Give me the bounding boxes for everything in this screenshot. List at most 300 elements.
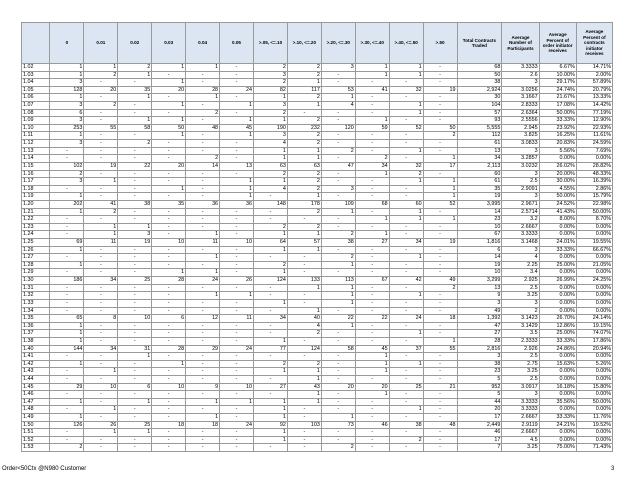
table-cell: 1 <box>287 398 321 406</box>
table-cell: 10 <box>220 383 254 391</box>
table-cell: 1 <box>220 178 254 186</box>
table-cell: - <box>423 429 457 437</box>
table-cell: - <box>220 261 254 269</box>
table-cell: - <box>389 375 423 383</box>
table-cell: 10 <box>118 315 152 323</box>
table-cell: 2 <box>186 155 220 163</box>
table-cell: 1 <box>84 223 118 231</box>
table-cell: - <box>118 330 152 338</box>
table-cell: 1 <box>253 246 287 254</box>
table-cell: 3 <box>321 185 355 193</box>
table-cell: - <box>84 337 118 345</box>
table-cell: - <box>84 391 118 399</box>
table-row <box>22 391 613 399</box>
table-row <box>22 246 613 254</box>
table-cell: - <box>321 391 355 399</box>
table-cell: 19 <box>457 261 502 269</box>
table-cell: 1 <box>287 193 321 201</box>
table-cell: - <box>389 322 423 330</box>
table-cell: 22 <box>321 315 355 323</box>
table-cell: 0.00% <box>576 231 612 239</box>
table-cell: 65 <box>50 315 84 323</box>
table-cell: 68 <box>355 200 389 208</box>
table-cell: 33.33% <box>539 414 576 422</box>
table-cell: 1 <box>355 71 389 79</box>
table-cell: - <box>287 406 321 414</box>
table-cell: 3 <box>50 102 84 110</box>
table-cell: - <box>355 436 389 444</box>
table-cell: 18 <box>152 421 186 429</box>
table-cell: 1 <box>50 322 84 330</box>
table-cell: - <box>84 284 118 292</box>
table-cell: 1 <box>287 375 321 383</box>
table-cell: - <box>355 140 389 148</box>
table-cell: 24 <box>220 86 254 94</box>
table-cell: 1 <box>84 231 118 239</box>
table-cell: 10 <box>84 383 118 391</box>
table-cell: 34 <box>389 239 423 247</box>
table-cell: 24.52% <box>539 200 576 208</box>
table-cell: 1,816 <box>457 239 502 247</box>
table-cell: 2 <box>186 109 220 117</box>
table-row <box>22 64 613 72</box>
table-cell: - <box>152 147 186 155</box>
table-cell: - <box>186 79 220 87</box>
table-cell: 50.00% <box>539 193 576 201</box>
table-cell: 58 <box>118 124 152 132</box>
table-cell: 35.56% <box>539 398 576 406</box>
table-cell: 2 <box>423 132 457 140</box>
table-cell: 4 <box>321 102 355 110</box>
table-cell: 2 <box>321 444 355 452</box>
table-cell: - <box>118 391 152 399</box>
table-cell: 1 <box>220 398 254 406</box>
table-cell: 34 <box>84 277 118 285</box>
table-cell: 69 <box>50 239 84 247</box>
table-cell: - <box>152 109 186 117</box>
table-cell: - <box>84 132 118 140</box>
table-cell: - <box>253 391 287 399</box>
table-cell: 1 <box>186 269 220 277</box>
table-cell: - <box>355 322 389 330</box>
table-cell: - <box>423 406 457 414</box>
table-cell: 1 <box>253 178 287 186</box>
table-row <box>22 299 613 307</box>
table-cell: - <box>321 79 355 87</box>
table-cell: - <box>321 307 355 315</box>
table-cell: - <box>321 375 355 383</box>
table-cell: 74.07% <box>576 330 612 338</box>
table-cell: 10 <box>457 269 502 277</box>
table-cell: 77.19% <box>576 109 612 117</box>
table-cell: 26.70% <box>539 315 576 323</box>
table-cell: - <box>389 94 423 102</box>
table-cell: 0.00% <box>539 406 576 414</box>
table-row <box>22 71 613 79</box>
table-cell: 9 <box>457 292 502 300</box>
table-cell: 1 <box>50 246 84 254</box>
table-cell: 30.00% <box>539 178 576 186</box>
table-cell: 1 <box>152 185 186 193</box>
table-cell: 13 <box>457 147 502 155</box>
table-cell: - <box>287 436 321 444</box>
table-cell: - <box>220 284 254 292</box>
table-cell: - <box>321 246 355 254</box>
table-cell: - <box>220 406 254 414</box>
table-cell: 24 <box>186 277 220 285</box>
table-cell: - <box>253 444 287 452</box>
table-cell: 48 <box>423 421 457 429</box>
table-cell: 13 <box>220 162 254 170</box>
table-cell: 28.82% <box>576 162 612 170</box>
table-cell: 3.3333 <box>502 398 539 406</box>
column-header: >.50 <box>423 23 457 64</box>
table-cell: 1 <box>423 185 457 193</box>
table-cell: 17 <box>423 162 457 170</box>
table-cell: - <box>118 436 152 444</box>
table-cell: 41 <box>355 86 389 94</box>
table-cell: 952 <box>457 383 502 391</box>
table-cell: 1 <box>253 94 287 102</box>
table-cell: - <box>253 330 287 338</box>
table-cell: - <box>118 170 152 178</box>
table-cell: 3 <box>502 246 539 254</box>
column-header: >.05, <=.10 <box>253 23 287 64</box>
table-cell: - <box>287 254 321 262</box>
row-label-cell: 1.02 <box>22 64 50 72</box>
table-row <box>22 406 613 414</box>
row-label-cell: 1.04 <box>22 79 50 87</box>
table-cell: - <box>423 71 457 79</box>
table-header-row <box>22 23 613 64</box>
table-cell: 1 <box>321 292 355 300</box>
table-cell: - <box>186 375 220 383</box>
table-cell: 1 <box>118 94 152 102</box>
row-label-cell: 1.29 <box>22 269 50 277</box>
column-header: >.40, <=.50 <box>389 23 423 64</box>
table-cell: 1 <box>152 102 186 110</box>
table-cell: - <box>220 64 254 72</box>
table-cell: - <box>186 102 220 110</box>
table-cell: 1 <box>50 64 84 72</box>
table-cell: 1 <box>321 299 355 307</box>
table-cell: - <box>389 353 423 361</box>
table-cell: 0.00% <box>539 269 576 277</box>
table-cell: 1 <box>152 117 186 125</box>
table-cell: - <box>220 140 254 148</box>
table-cell: 38 <box>389 421 423 429</box>
table-cell: 0.00% <box>539 436 576 444</box>
table-cell: 12.86% <box>539 322 576 330</box>
table-cell: - <box>152 71 186 79</box>
table-cell: 21 <box>423 383 457 391</box>
table-cell: 1 <box>253 429 287 437</box>
table-cell: - <box>423 398 457 406</box>
table-cell: 2 <box>287 223 321 231</box>
table-cell: 2.8333 <box>502 102 539 110</box>
table-cell: 34 <box>84 345 118 353</box>
table-cell: 43 <box>287 383 321 391</box>
table-cell: - <box>186 216 220 224</box>
table-cell: - <box>118 375 152 383</box>
table-cell: 1 <box>152 79 186 87</box>
table-cell: 10.00% <box>539 71 576 79</box>
table-cell: 19 <box>457 193 502 201</box>
table-cell: - <box>355 254 389 262</box>
row-label-cell: 1.11 <box>22 132 50 140</box>
table-row <box>22 261 613 269</box>
table-cell: - <box>50 406 84 414</box>
table-cell: - <box>321 109 355 117</box>
table-cell: 2 <box>287 64 321 72</box>
table-cell: 6 <box>50 109 84 117</box>
table-cell: - <box>389 155 423 163</box>
table-cell: 1 <box>84 368 118 376</box>
table-cell: - <box>220 436 254 444</box>
table-cell: 1 <box>423 155 457 163</box>
table-cell: 3 <box>50 117 84 125</box>
row-label-cell: 1.30 <box>22 277 50 285</box>
table-row <box>22 208 613 216</box>
table-cell: - <box>220 429 254 437</box>
table-cell: - <box>423 109 457 117</box>
table-cell: 82 <box>253 86 287 94</box>
column-header: >.30, <=.40 <box>355 23 389 64</box>
table-cell: - <box>423 231 457 239</box>
column-header: 0.03 <box>152 23 186 64</box>
row-label-cell: 1.12 <box>22 140 50 148</box>
table-cell: 3.25 <box>502 292 539 300</box>
table-row <box>22 292 613 300</box>
table-cell: 1 <box>423 193 457 201</box>
table-cell: 20 <box>457 406 502 414</box>
table-cell: 24.14% <box>576 315 612 323</box>
table-cell: - <box>186 185 220 193</box>
table-row <box>22 132 613 140</box>
table-cell: - <box>287 292 321 300</box>
table-cell: - <box>423 102 457 110</box>
table-cell: 0.00% <box>576 406 612 414</box>
table-cell: 3.3333 <box>502 64 539 72</box>
table-cell: 2 <box>118 64 152 72</box>
table-cell: - <box>389 193 423 201</box>
table-row <box>22 353 613 361</box>
column-header: Total Contracts Traded <box>457 23 502 64</box>
table-cell: 2 <box>389 436 423 444</box>
table-cell: 25 <box>118 277 152 285</box>
table-cell: - <box>152 216 186 224</box>
table-cell: - <box>220 269 254 277</box>
table-cell: 23 <box>457 216 502 224</box>
table-cell: 1 <box>287 155 321 163</box>
table-cell: - <box>152 193 186 201</box>
table-cell: 0.00% <box>576 375 612 383</box>
table-cell: 6.67% <box>539 64 576 72</box>
table-cell: 2 <box>84 102 118 110</box>
table-cell: - <box>118 337 152 345</box>
table-cell: - <box>220 330 254 338</box>
table-cell: - <box>423 375 457 383</box>
table-cell: - <box>84 261 118 269</box>
table-cell: 1 <box>50 414 84 422</box>
table-cell: 3 <box>118 231 152 239</box>
table-cell: 16.18% <box>539 383 576 391</box>
table-cell: 28 <box>152 345 186 353</box>
table-cell: - <box>152 231 186 239</box>
row-label-cell: 1.44 <box>22 375 50 383</box>
table-cell: - <box>423 414 457 422</box>
table-cell: - <box>423 322 457 330</box>
table-cell: 17 <box>457 436 502 444</box>
table-cell: 2.5 <box>502 284 539 292</box>
table-cell: - <box>220 254 254 262</box>
table-cell: 1 <box>253 414 287 422</box>
table-cell: 2 <box>287 94 321 102</box>
table-row <box>22 140 613 148</box>
table-cell: - <box>186 299 220 307</box>
table-cell: 2 <box>423 284 457 292</box>
table-cell: 2 <box>253 170 287 178</box>
table-row <box>22 109 613 117</box>
row-label-cell: 1.45 <box>22 383 50 391</box>
table-cell: 20 <box>152 86 186 94</box>
table-cell: 93 <box>457 117 502 125</box>
table-cell: - <box>84 246 118 254</box>
table-cell: - <box>287 414 321 422</box>
table-cell: 10 <box>152 239 186 247</box>
table-cell: 26.02% <box>539 162 576 170</box>
table-cell: - <box>355 307 389 315</box>
table-cell: 2.5 <box>502 178 539 186</box>
table-cell: - <box>220 170 254 178</box>
table-cell: 17.08% <box>539 102 576 110</box>
table-cell: - <box>355 292 389 300</box>
table-cell: 21.67% <box>539 94 576 102</box>
column-header: 0.02 <box>118 23 152 64</box>
table-cell: 1 <box>152 360 186 368</box>
table-cell: 66.67% <box>576 246 612 254</box>
table-cell: - <box>389 140 423 148</box>
table-cell: - <box>287 109 321 117</box>
row-label-cell: 1.52 <box>22 436 50 444</box>
table-cell: - <box>50 391 84 399</box>
table-cell: - <box>355 284 389 292</box>
table-cell: 38 <box>118 200 152 208</box>
table-cell: 3.5 <box>502 330 539 338</box>
table-cell: 1 <box>186 398 220 406</box>
table-cell: 5.26% <box>576 360 612 368</box>
table-cell: - <box>253 254 287 262</box>
row-label-cell: 1.28 <box>22 261 50 269</box>
table-cell: 63 <box>287 162 321 170</box>
table-cell: 3 <box>50 79 84 87</box>
table-cell: 26 <box>84 421 118 429</box>
table-row <box>22 436 613 444</box>
table-cell: 1 <box>389 178 423 186</box>
table-cell: - <box>220 246 254 254</box>
table-cell: 0.00% <box>576 269 612 277</box>
table-cell: - <box>321 216 355 224</box>
table-cell: 45 <box>355 345 389 353</box>
table-cell: 0.00% <box>539 299 576 307</box>
table-cell: - <box>220 391 254 399</box>
table-cell: - <box>220 155 254 163</box>
table-cell: 21.05% <box>576 261 612 269</box>
table-cell: 1 <box>287 102 321 110</box>
table-cell: 46 <box>355 421 389 429</box>
table-cell: 1 <box>423 337 457 345</box>
table-cell: 1 <box>389 147 423 155</box>
table-cell: - <box>118 147 152 155</box>
table-cell: 12.90% <box>576 117 612 125</box>
table-cell: 0.00% <box>539 292 576 300</box>
table-cell: - <box>118 284 152 292</box>
table-cell: - <box>220 375 254 383</box>
table-cell: 2 <box>84 208 118 216</box>
table-cell: 1 <box>50 193 84 201</box>
table-cell: 11.61% <box>576 132 612 140</box>
table-cell: 2 <box>253 64 287 72</box>
table-cell: 1 <box>253 398 287 406</box>
row-label-cell: 1.23 <box>22 223 50 231</box>
table-cell: 3 <box>502 193 539 201</box>
table-cell: 5,555 <box>457 124 502 132</box>
table-cell: 1 <box>355 353 389 361</box>
table-cell: 2.6667 <box>502 223 539 231</box>
table-cell: 50 <box>457 71 502 79</box>
row-label-cell: 1.24 <box>22 231 50 239</box>
table-cell: 27 <box>253 383 287 391</box>
table-cell: - <box>50 307 84 315</box>
table-cell: - <box>321 337 355 345</box>
table-cell: 50.00% <box>539 109 576 117</box>
table-cell: 24.59% <box>576 140 612 148</box>
table-row <box>22 79 613 87</box>
table-cell: - <box>355 185 389 193</box>
row-label-cell: 1.18 <box>22 185 50 193</box>
table-cell: 4 <box>253 140 287 148</box>
table-cell: - <box>118 307 152 315</box>
row-label-cell: 1.46 <box>22 391 50 399</box>
table-cell: 3.1423 <box>502 315 539 323</box>
table-cell: - <box>423 307 457 315</box>
table-row <box>22 216 613 224</box>
table-cell: 1 <box>50 360 84 368</box>
table-cell: 2.925 <box>502 277 539 285</box>
table-cell: - <box>118 79 152 87</box>
table-cell: 19 <box>84 162 118 170</box>
table-cell: - <box>50 292 84 300</box>
table-cell: 12 <box>186 315 220 323</box>
table-row <box>22 94 613 102</box>
table-cell: 1 <box>220 185 254 193</box>
table-cell: 0.00% <box>576 292 612 300</box>
table-cell: - <box>355 330 389 338</box>
table-cell: 3 <box>253 71 287 79</box>
table-cell: 44 <box>457 398 502 406</box>
table-cell: 1 <box>50 208 84 216</box>
table-cell: - <box>423 246 457 254</box>
row-label-cell: 1.48 <box>22 406 50 414</box>
table-row <box>22 421 613 429</box>
row-label-cell: 1.34 <box>22 307 50 315</box>
table-cell: 1 <box>186 292 220 300</box>
table-cell: 29 <box>186 345 220 353</box>
table-row <box>22 375 613 383</box>
table-cell: 1 <box>321 261 355 269</box>
table-cell: 178 <box>287 200 321 208</box>
table-cell: - <box>423 254 457 262</box>
